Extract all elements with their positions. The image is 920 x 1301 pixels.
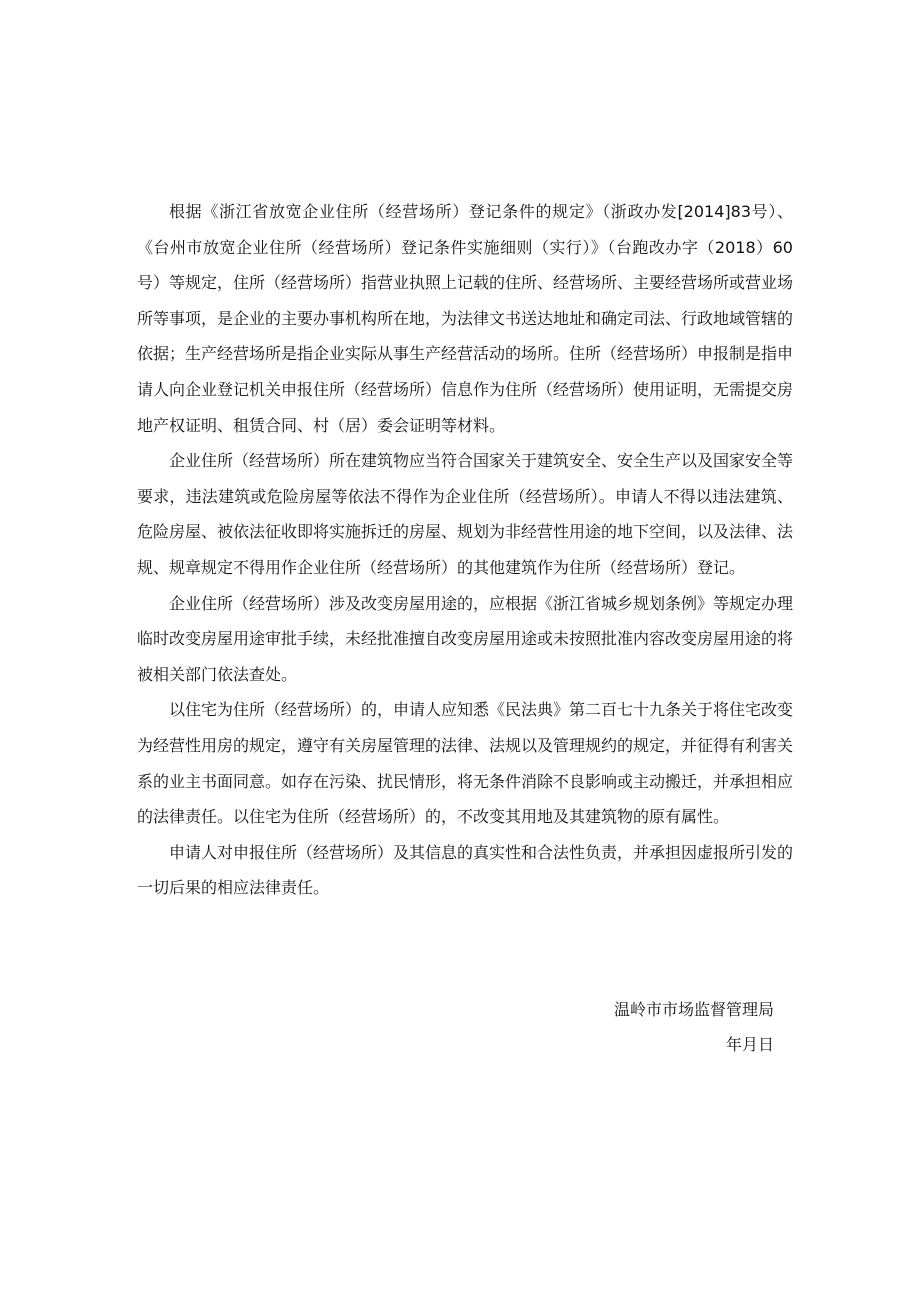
signature-date: 年月日 xyxy=(725,1035,774,1054)
paragraph-applicant-responsibility: 申请人对申报住所（经营场所）及其信息的真实性和合法性负责，并承担因虚报所引发的一切后果的相应法律责任。 xyxy=(137,842,794,898)
signature-agency: 温岭市市场监督管理局 xyxy=(613,1000,774,1019)
paragraph-residential-use: 以住宅为住所（经营场所）的，申请人应知悉《民法典》第二百七十九条关于将住宅改变为经营性用房的规定，遵守有关房屋管理的法律、法规以及管理规约的规定，并征得有利害关系的业主书面同意。如存在污染、扰民情形，将无条件消除不良影响或主动搬迁，并承担相应的法律责任。以住宅为住所（经营场所）的，不改变其用地及其建筑物的原有属性。 xyxy=(137,700,794,827)
paragraph-address-definition: 根据《浙江省放宽企业住所（经营场所）登记条件的规定》（浙政办发[2014]83号）、《台州市放宽企业住所（经营场所）登记条件实施细则（实行）》（台跑改办字（2018）60号）等规定，住所（经营场所）指营业执照上记载的住所、经营场所、主要经营场所或营业场所等事项，是企业的主要办事机构所在地，为法律文书送达地址和确定司法、行政地域管辖的依据；生产经营场所是指企业实际从事生产经营活动的场所。住所（经营场所）申报制是指申请人向企业登记机关申报住所（经营场所）信息作为住所（经营场所）使用证明，无需提交房地产权证明、租赁合同、村（居）委会证明等材料。 xyxy=(137,202,794,435)
paragraph-usage-change: 企业住所（经营场所）涉及改变房屋用途的，应根据《浙江省城乡规划条例》等规定办理临时改变房屋用途审批手续，未经批准擅自改变房屋用途或未按照批准内容改变房屋用途的将被相关部门依法查处。 xyxy=(137,593,794,684)
paragraph-building-safety: 企业住所（经营场所）所在建筑物应当符合国家关于建筑安全、安全生产以及国家安全等要求，违法建筑或危险房屋等依法不得作为企业住所（经营场所）。申请人不得以违法建筑、危险房屋、被依法征收即将实施拆迁的房屋、规划为非经营性用途的地下空间，以及法律、法规、规章规定不得用作企业住所（经营场所）的其他建筑作为住所（经营场所）登记。 xyxy=(137,451,794,577)
document-body xyxy=(137,194,793,906)
